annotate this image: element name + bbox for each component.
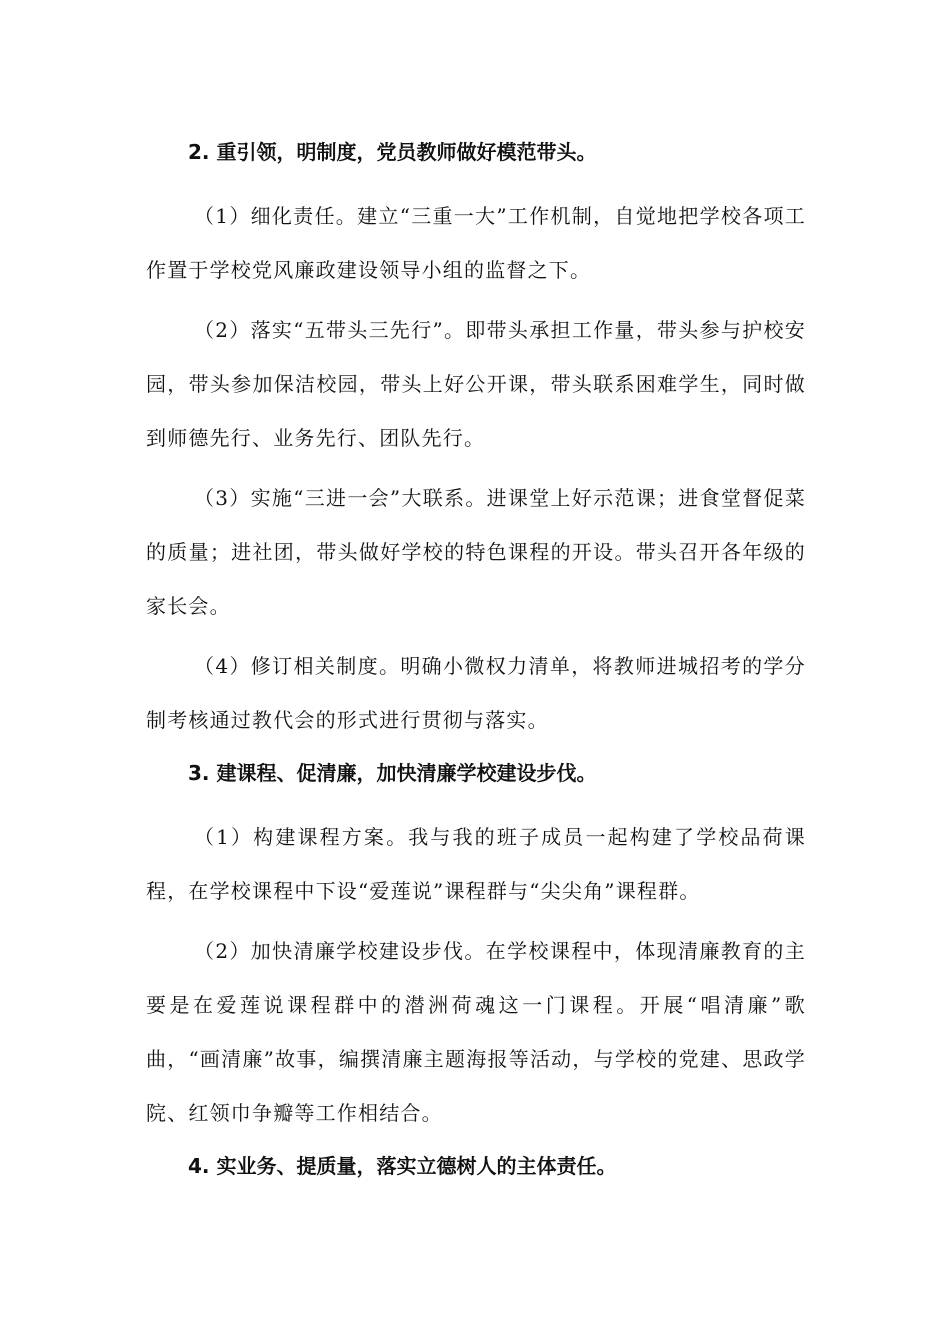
section-heading-2: 2. 重引领，明制度，党员教师做好模范带头。 xyxy=(188,140,597,164)
paragraph-curriculum-plan: （1）构建课程方案。我与我的班子成员一起构建了学校品荷课程，在学校课程中下设“爱莲说”课程群与“尖尖角”课程群。 xyxy=(146,825,806,903)
paragraph-accelerate-clean-school: （2）加快清廉学校建设步伐。在学校课程中，体现清廉教育的主要是在爱莲说课程群中的潜洲荷魂这一门课程。开展“唱清廉”歌曲，“画清廉”故事，编撰清廉主题海报等活动，与学校的党建、思政学院、红领巾争瓣等工作相结合。 xyxy=(146,939,806,1125)
section-heading-3: 3. 建课程、促清廉，加快清廉学校建设步伐。 xyxy=(188,761,597,785)
document-body xyxy=(146,132,806,1203)
paragraph-five-leads-three-firsts: （2）落实“五带头三先行”。即带头承担工作量，带头参与护校安园，带头参加保洁校园，带头上好公开课，带头联系困难学生，同时做到师德先行、业务先行、团队先行。 xyxy=(146,318,806,450)
paragraph-three-enters-one-meeting: （3）实施“三进一会”大联系。进课堂上好示范课；进食堂督促菜的质量；进社团，带头做好学校的特色课程的开设。带头召开各年级的家长会。 xyxy=(146,486,806,618)
paragraph-refine-responsibility: （1）细化责任。建立“三重一大”工作机制，自觉地把学校各项工作置于学校党风廉政建设领导小组的监督之下。 xyxy=(146,204,806,282)
paragraph-revise-regulations: （4）修订相关制度。明确小微权力清单，将教师进城招考的学分制考核通过教代会的形式进行贯彻与落实。 xyxy=(146,654,806,732)
section-heading-4: 4. 实业务、提质量，落实立德树人的主体责任。 xyxy=(188,1154,617,1178)
